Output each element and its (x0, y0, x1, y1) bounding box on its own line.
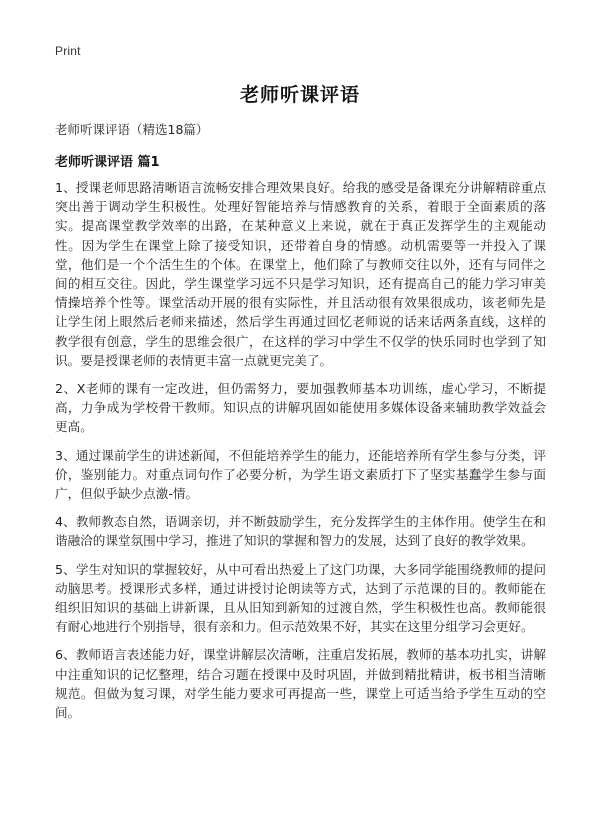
paragraph-4: 4、教师教态自然，语调亲切，并不断鼓励学生，充分发挥学生的主体作用。使学生在和谐融洽的课堂氛围中学习，推进了知识的掌握和智力的发展，达到了良好的教学效果。 (55, 514, 546, 549)
paragraph-1: 1、授课老师思路清晰语言流畅安排合理效果良好。给我的感受是备课充分讲解精辟重点突出善于调动学生积极性。处理好智能培养与情感教育的关系，着眼于全面素质的落实。提高课堂教学效率的出路，在某种意义上来说，就在于真正发挥学生的主观能动性。因为学生在课堂上除了接受知识，还带着自身的情感。动机需要等一并投入了课堂，他们是一个个活生生的个体。在课堂上，他们除了与教师交往以外，还有与同伴之间的相互交往。因此，学生课堂学习远不只是学习知识，还有提高自己的能力学习审美情操培养个性等。课堂活动开展的很有实际性，并且活动很有效果很成功，该老师先是让学生闭上眼然后老师来描述，然后学生再通过回忆老师说的话来话两条直线，这样的教学很有创意，学生的思维会很广，在这样的学习中学生不仅学的快乐同时也学到了知识。要是授课老师的表情更丰富一点就更完美了。 (55, 180, 546, 368)
print-link[interactable]: Print (55, 44, 81, 58)
paragraph-2: 2、X老师的课有一定改进，但仍需努力，要加强教师基本功训练，虚心学习，不断提高，力争成为学校骨干教师。知识点的讲解巩固如能使用多媒体设备来辅助教学效益会更高。 (55, 381, 546, 435)
section-heading: 老师听课评语 篇1 (55, 155, 160, 170)
paragraph-3: 3、通过课前学生的讲述新闻，不但能培养学生的能力，还能培养所有学生参与分类，评价，鉴别能力。对重点词句作了必要分析，为学生语文素质打下了坚实基蠢学生参与面广，但似乎缺少点激-情。 (55, 447, 546, 502)
paragraph-6: 6、教师语言表述能力好，课堂讲解层次清晰，注重启发拓展，教师的基本功扎实，讲解中注重知识的记忆整理，结合习题在授课中及时巩固，并做到精批精讲，板书相当清晰规范。但做为复习课，对学生能力要求可再提高一些，课堂上可适当给予学生互动的空间。 (55, 647, 546, 721)
page-title: 老师听课评语 (239, 84, 360, 106)
paragraph-5: 5、学生对知识的掌握较好，从中可看出热爱上了这门功课，大多同学能围绕教师的提问动脑思考。授课形式多样，通过讲授讨论朗读等方式，达到了示范课的目的。教师能在组织旧知识的基础上讲新课，且从旧知到新知的过渡自然，学生积极性也高。教师能很有耐心地进行个别指导，很有亲和力。但示范效果不好，其实在这里分组学习会更好。 (55, 561, 546, 635)
document-subtitle: 老师听课评语（精选18篇） (55, 122, 209, 137)
document-body (55, 178, 546, 731)
